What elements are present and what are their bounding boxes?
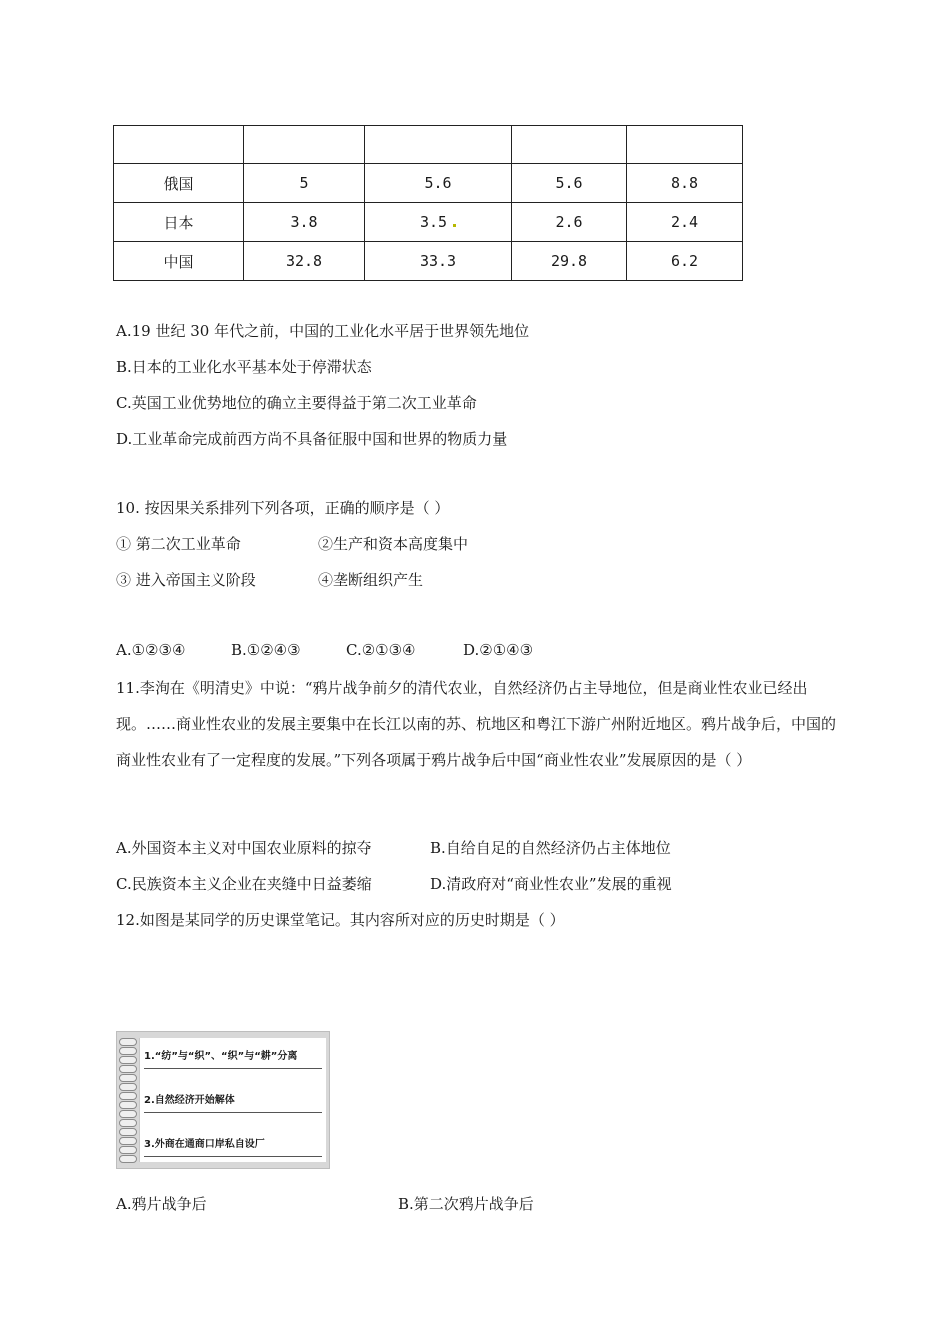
notebook-sheet (139, 1038, 326, 1162)
q11-option-d: D.清政府对“商业性农业”发展的重视 (430, 875, 672, 893)
q10-option-a: A.①②③④ (116, 641, 186, 659)
table-cell-country: 日本 (114, 203, 244, 242)
table-cell: 29.8 (512, 242, 627, 281)
spiral-binding (119, 1038, 137, 1164)
q9-option-d: D.工业革命完成前西方尚不具备征服中国和世界的物质力量 (116, 430, 508, 448)
spiral-coil (119, 1155, 137, 1163)
table-cell: 2.6 (512, 203, 627, 242)
spiral-coil (119, 1074, 137, 1082)
table-cell: 5.6 (365, 164, 512, 203)
note-line-3: 3.外商在通商口岸私自设厂 (144, 1134, 322, 1157)
spiral-coil (119, 1065, 137, 1073)
table-header-row (114, 126, 743, 164)
spiral-coil (119, 1119, 137, 1127)
note-line-1: 1.“纺”与“织”、“织”与“耕”分离 (144, 1046, 322, 1069)
table-cell-with-mark (365, 203, 512, 242)
table-cell: 2.4 (627, 203, 743, 242)
q11-stem: 11.李洵在《明清史》中说：“鸦片战争前夕的清代农业，自然经济仍占主导地位，但是商业性农业已经出现。……商业性农业的发展主要集中在长江以南的苏、杭地区和粤江下游广州附近地区。鸦片战争后，中国的商业性农业有了一定程度的发展。”下列各项属于鸦片战争后中国“商业性农业”发展原因的是（ ） (116, 679, 837, 769)
q11-option-a: A.外国资本主义对中国农业原料的掠夺 (116, 839, 372, 857)
spiral-coil (119, 1128, 137, 1136)
q11-option-b: B.自给自足的自然经济仍占主体地位 (430, 839, 671, 857)
q10-item-4: ④垄断组织产生 (318, 571, 424, 589)
table-header-cell (512, 126, 627, 164)
q9-option-c: C.英国工业优势地位的确立主要得益于第二次工业革命 (116, 394, 477, 412)
table-cell: 33.3 (365, 242, 512, 281)
spiral-coil (119, 1110, 137, 1118)
table-cell: 32.8 (244, 242, 365, 281)
table-header-cell (114, 126, 244, 164)
industrial-output-table (113, 125, 743, 281)
table-row (114, 164, 743, 203)
table-cell-country: 中国 (114, 242, 244, 281)
spiral-coil (119, 1101, 137, 1109)
q10-option-c: C.②①③④ (346, 641, 416, 659)
spiral-coil (119, 1137, 137, 1145)
table-cell: 5 (244, 164, 365, 203)
table-cell: 8.8 (627, 164, 743, 203)
q9-option-a: A.19 世纪 30 年代之前，中国的工业化水平居于世界领先地位 (116, 322, 530, 340)
table-cell-value: 3.5 (419, 213, 448, 231)
table-cell: 5.6 (512, 164, 627, 203)
q9-option-b: B.日本的工业化水平基本处于停滞状态 (116, 358, 372, 376)
spiral-coil (119, 1146, 137, 1154)
table-cell: 3.8 (244, 203, 365, 242)
q10-item-1: ① 第二次工业革命 (116, 535, 241, 553)
q12-stem: 12.如图是某同学的历史课堂笔记。其内容所对应的历史时期是（ ） (116, 911, 565, 929)
note-line-2: 2.自然经济开始解体 (144, 1090, 322, 1113)
spiral-coil (119, 1047, 137, 1055)
q10-stem: 10. 按因果关系排列下列各项，正确的顺序是（ ） (116, 499, 450, 517)
table-header-cell (627, 126, 743, 164)
table-row (114, 203, 743, 242)
spiral-coil (119, 1092, 137, 1100)
table-cell-country: 俄国 (114, 164, 244, 203)
table-cell: 6.2 (627, 242, 743, 281)
q10-item-3: ③ 进入帝国主义阶段 (116, 571, 256, 589)
table-row (114, 242, 743, 281)
spiral-coil (119, 1038, 137, 1046)
q11-option-c: C.民族资本主义企业在夹缝中日益萎缩 (116, 875, 372, 893)
spiral-coil (119, 1056, 137, 1064)
q12-option-b: B.第二次鸦片战争后 (398, 1195, 534, 1213)
stray-mark (453, 224, 456, 227)
q10-option-d: D.②①④③ (463, 641, 534, 659)
q12-option-a: A.鸦片战争后 (116, 1195, 207, 1213)
q10-option-b: B.①②④③ (231, 641, 301, 659)
table-header-cell (244, 126, 365, 164)
notebook-figure (116, 1031, 330, 1169)
q10-item-2: ②生产和资本高度集中 (318, 535, 469, 553)
spiral-coil (119, 1083, 137, 1091)
table-header-cell (365, 126, 512, 164)
